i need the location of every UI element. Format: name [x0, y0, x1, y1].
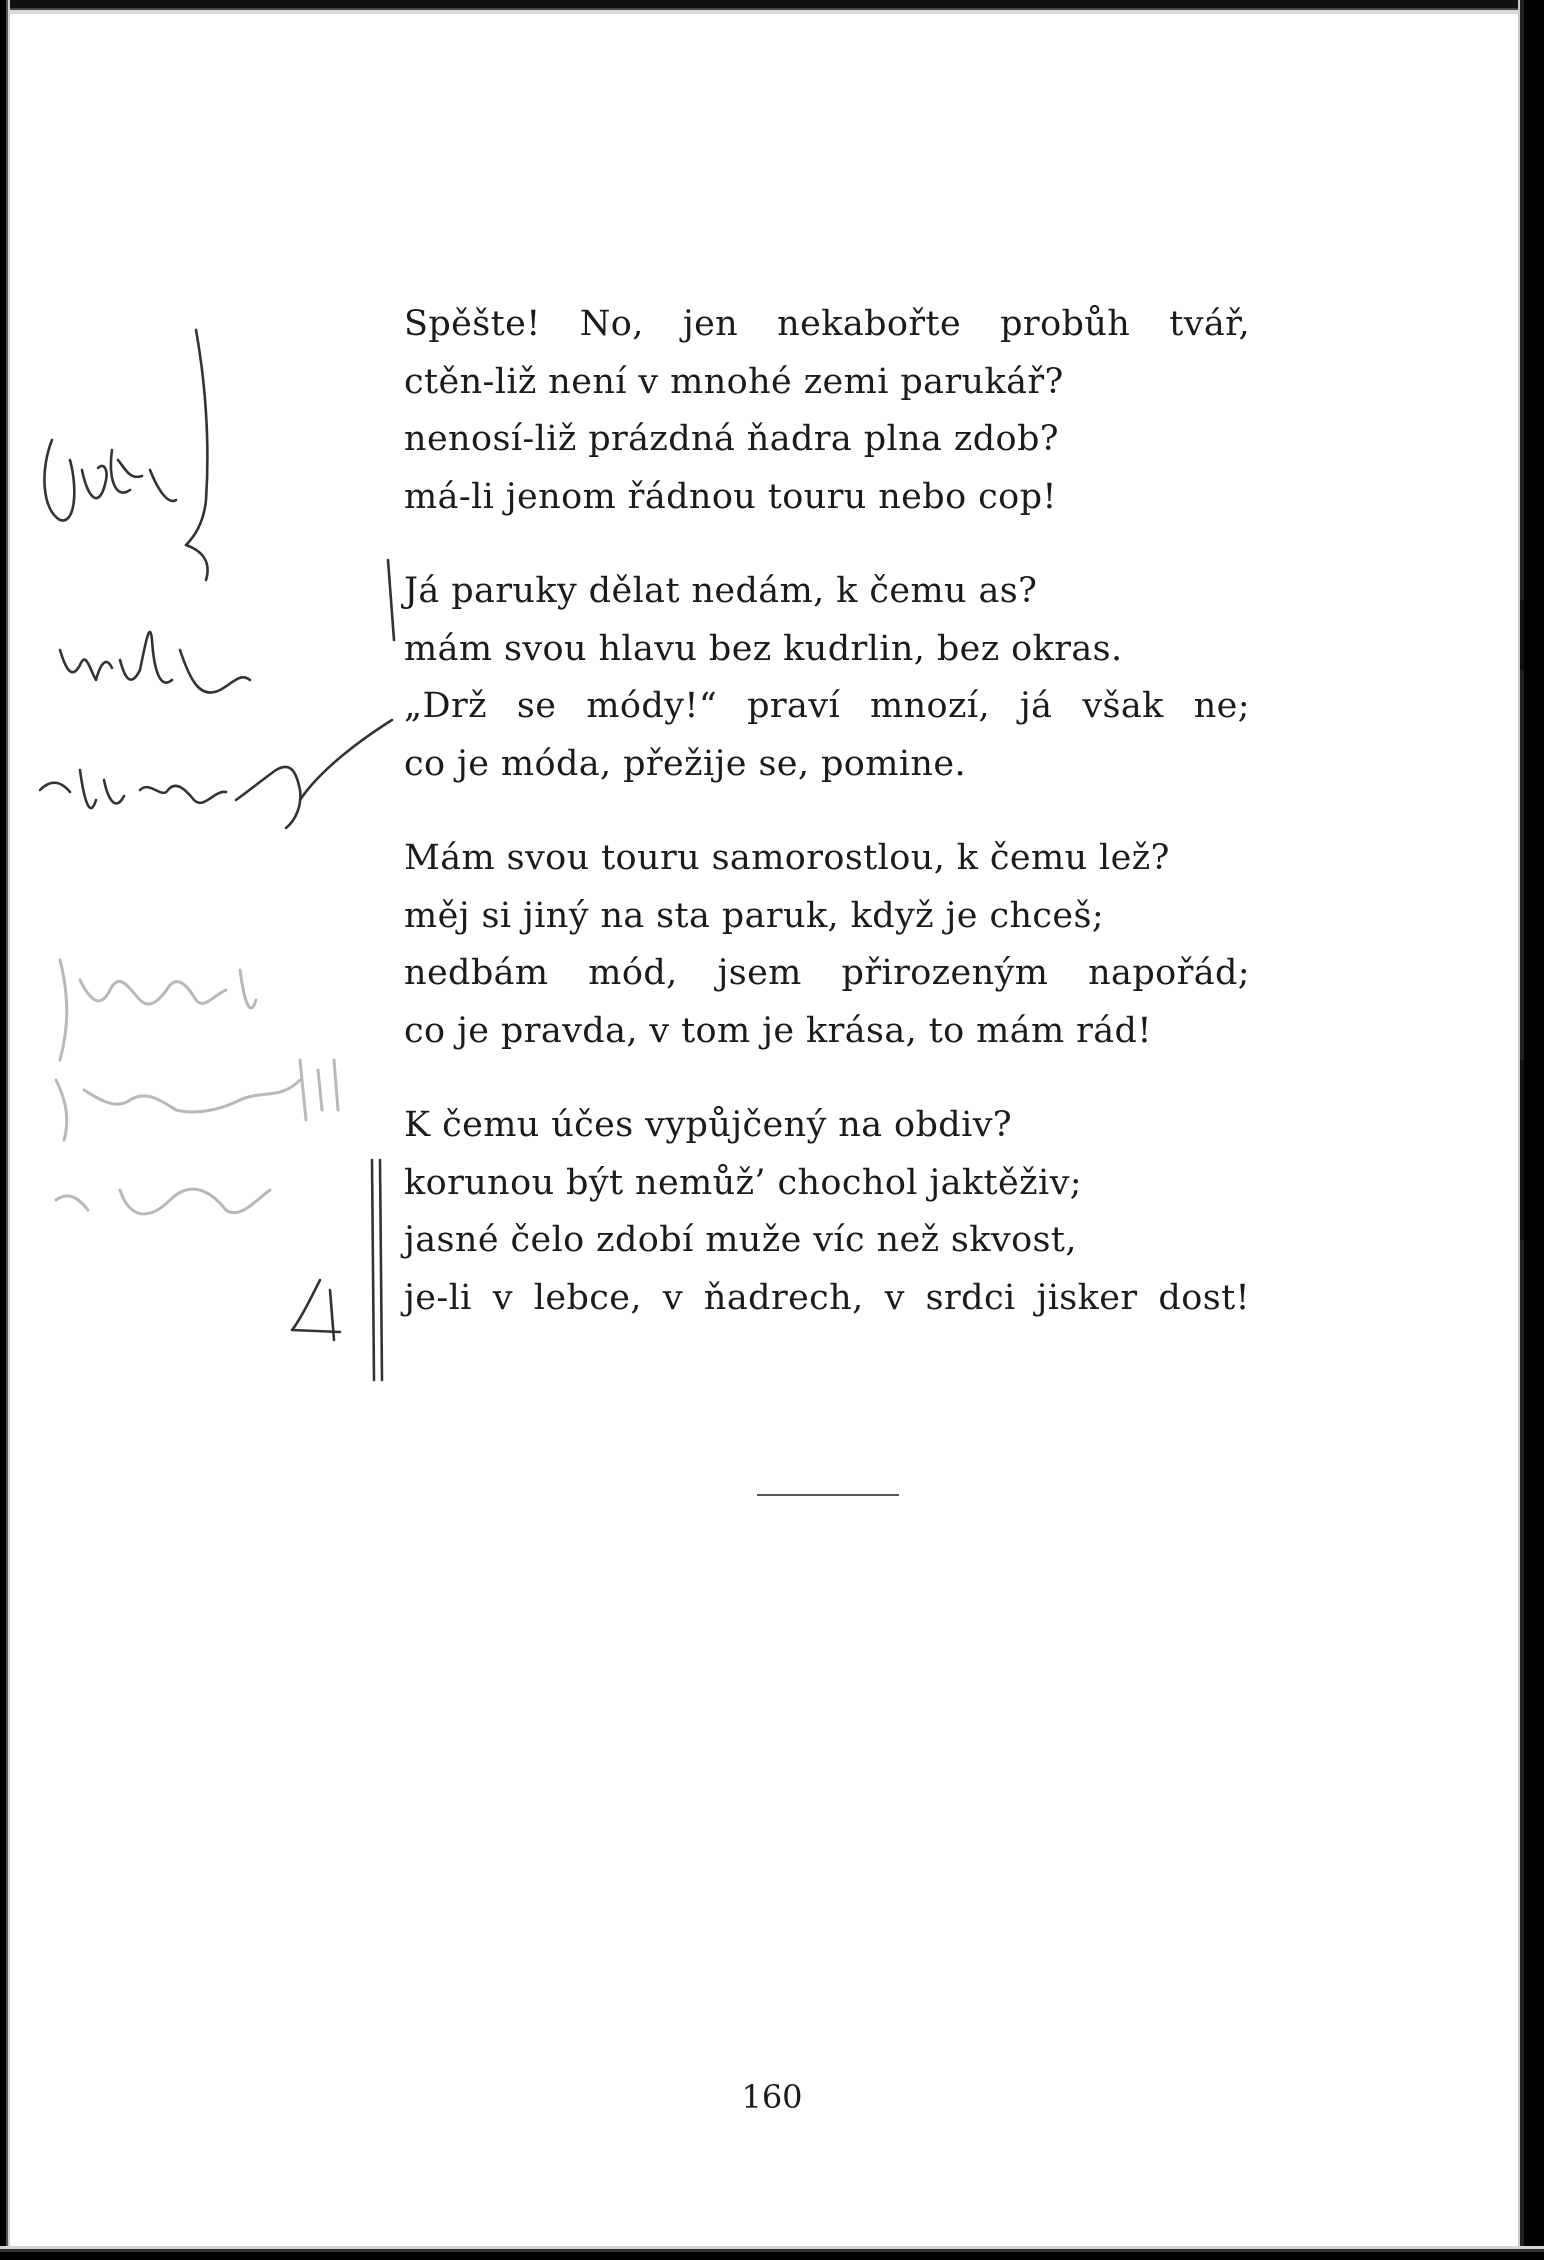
verse-line: co je móda, přežije se, pomine. [404, 743, 967, 784]
scan-edge-bottom [0, 2246, 1544, 2260]
verse-line: K čemu účes vypůjčený na obdiv? [404, 1105, 1013, 1145]
page-number: 160 [741, 2078, 803, 2116]
verse-line: mám svou hlavu bez kudrlin, bez okras. [404, 628, 1123, 669]
verse-line: měj si jiný na sta paruk, když je chceš; [404, 895, 1105, 936]
verse-line: jasné čelo zdobí muže víc než skvost, [404, 1220, 1077, 1260]
poem [404, 296, 1264, 1364]
verse-line: Já paruky dělat nedám, k čemu as? [404, 571, 1038, 611]
verse-line: nedbám mód, jsem přirozeným napořád; [404, 953, 1250, 993]
stanza [404, 563, 1264, 793]
verse-line: „Drž se módy!“ praví mnozí, já však ne; [404, 686, 1250, 726]
section-separator-rule [757, 1494, 899, 1496]
verse-line: co je pravda, v tom je krása, to mám rád! [404, 1010, 1152, 1051]
verse-line: má-li jenom řádnou touru nebo cop! [404, 476, 1057, 517]
verse-line: nenosí-liž prázdná ňadra plna zdob? [404, 419, 1059, 459]
verse-line: Mám svou touru samorostlou, k čemu lež? [404, 838, 1170, 878]
verse-line: ctěn-liž není v mnohé zemi parukář? [404, 361, 1064, 402]
verse-line: Spěšte! No, jen nekabořte probůh tvář, [404, 304, 1250, 344]
handwritten-margin-notes [0, 0, 420, 1400]
scan-edge-mark [1520, 1060, 1524, 1240]
verse-line: je-li v lebce, v ňadrech, v srdci jisker dost! [404, 1277, 1250, 1318]
stanza [404, 830, 1264, 1060]
stanza [404, 296, 1264, 526]
handwriting-faint [56, 960, 338, 1214]
scan-edge-mark [1520, 600, 1524, 670]
verse-line: korunou být nemůž’ chochol jaktěživ; [404, 1162, 1082, 1203]
stanza [404, 1097, 1264, 1327]
handwriting-dark [40, 330, 394, 1380]
